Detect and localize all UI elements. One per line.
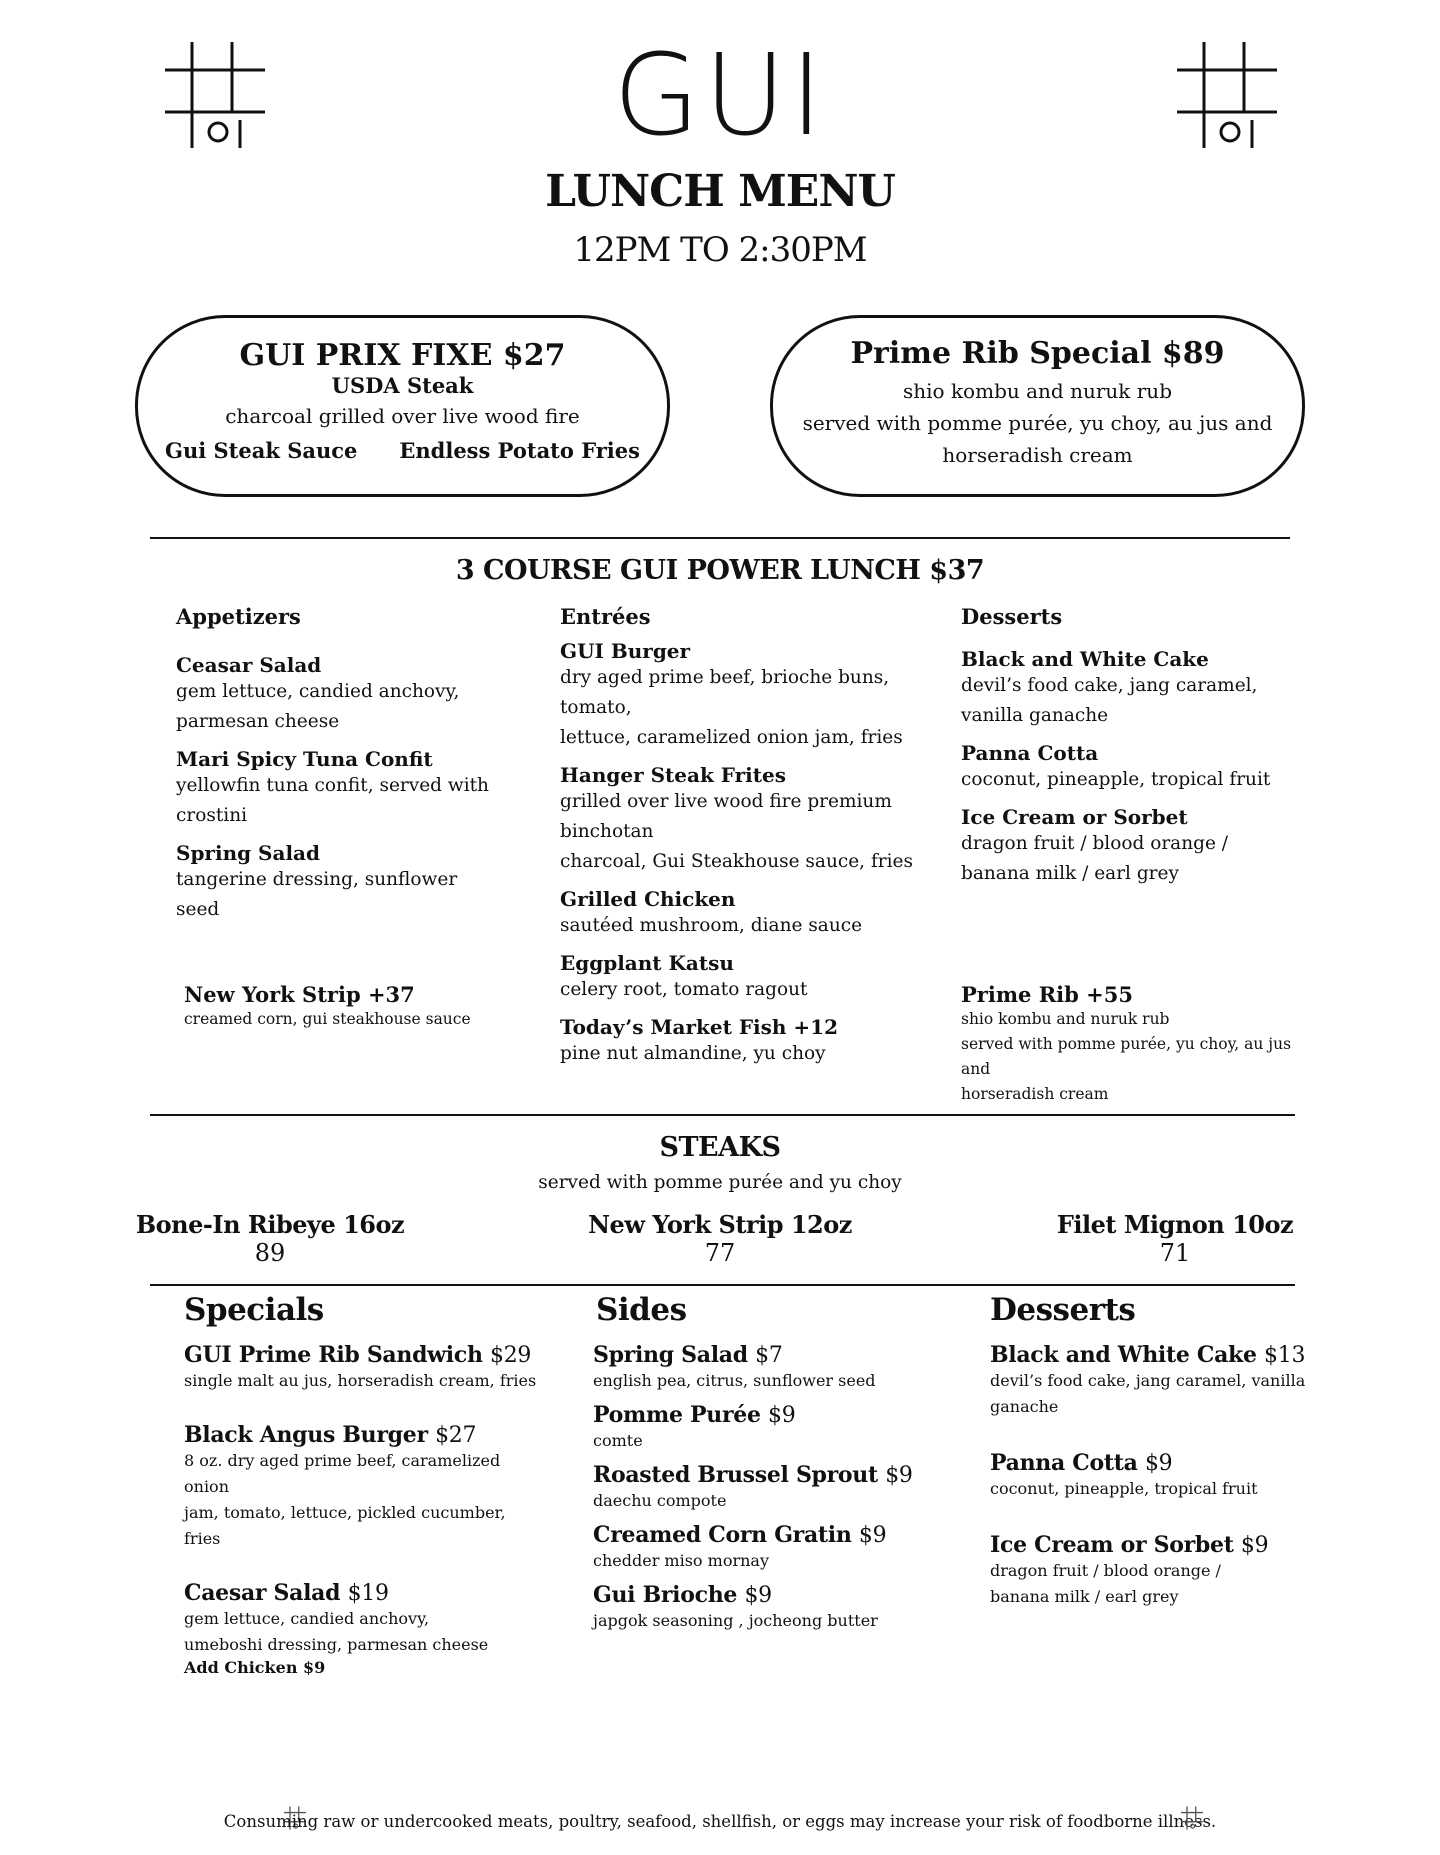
item-desc: celery root, tomato ragout [560, 979, 808, 1000]
desserts-heading: Desserts [990, 1292, 1136, 1328]
menu-item [593, 1402, 953, 1454]
item-desc: japgok seasoning , jocheong butter [593, 1611, 878, 1630]
menu-item [593, 1522, 953, 1574]
item-title [593, 1522, 953, 1548]
item-title [990, 1532, 1310, 1558]
item-price: $27 [435, 1423, 477, 1448]
item-desc: yellowfin tuna confit, served with [176, 775, 489, 796]
menu-item [184, 1422, 544, 1552]
steak-price: 77 [704, 1239, 736, 1267]
addon-note: Add Chicken $9 [184, 1658, 326, 1677]
item-desc: dry aged prime beef, brioche buns, tomato, [560, 667, 890, 718]
item-price: $9 [1240, 1533, 1269, 1558]
divider [150, 1284, 1295, 1286]
item-desc: tangerine dressing, sunflower seed [176, 869, 458, 920]
menu-item [184, 1580, 544, 1677]
specials-heading: Specials [184, 1292, 324, 1328]
menu-item [593, 1582, 953, 1634]
item-name: Roasted Brussel Sprout [593, 1462, 878, 1488]
item-desc: devil’s food cake, jang caramel, vanilla [990, 1371, 1306, 1390]
steak-name: Bone-In Ribeye 16oz [135, 1210, 405, 1239]
item-desc: gem lettuce, candied anchovy, [176, 681, 460, 702]
upgrade-desc: served with pomme purée, yu choy, au jus and [961, 1035, 1292, 1078]
menu-item [184, 1342, 544, 1394]
item-desc: charcoal, Gui Steakhouse sauce, fries [560, 851, 913, 872]
item-name: Mari Spicy Tuna Confit [176, 747, 433, 771]
prix-fixe-description: charcoal grilled over live wood fire [225, 404, 580, 428]
item-desc: pine nut almandine, yu choy [560, 1043, 826, 1064]
item-desc: banana milk / earl grey [990, 1587, 1179, 1606]
item-desc: lettuce, caramelized onion jam, fries [560, 727, 903, 748]
menu-item [990, 1532, 1310, 1610]
item-desc: grilled over live wood fire premium binchotan [560, 791, 892, 842]
item-name: Spring Salad [593, 1342, 748, 1368]
steaks-subtitle: served with pomme purée and yu choy [538, 1172, 902, 1193]
power-lunch-title: 3 COURSE GUI POWER LUNCH $37 [455, 555, 985, 586]
menu-item [593, 1342, 953, 1394]
item-desc: chedder miso mornay [593, 1551, 769, 1570]
steak-item [1035, 1210, 1315, 1267]
gui-hash-logo-icon [1180, 1806, 1204, 1830]
upgrade-name: Prime Rib +55 [961, 982, 1133, 1007]
item-name: Ice Cream or Sorbet [961, 805, 1188, 829]
sides-column [593, 1292, 953, 1634]
item-desc: gem lettuce, candied anchovy, [184, 1609, 430, 1628]
menu-item [176, 747, 506, 831]
entrees-heading: Entrées [560, 604, 651, 629]
steak-item [130, 1210, 410, 1267]
item-title [990, 1450, 1310, 1476]
item-title [593, 1402, 953, 1428]
upgrade-desc: shio kombu and nuruk rub [961, 1010, 1170, 1028]
menu-item [560, 639, 960, 753]
upgrade-desc: horseradish cream [961, 1085, 1109, 1103]
item-name: Black and White Cake [990, 1342, 1257, 1368]
specials-column [184, 1292, 544, 1677]
item-name: Pomme Purée [593, 1402, 761, 1428]
item-desc: crostini [176, 805, 248, 826]
brand-logo: GUI [613, 31, 827, 161]
upgrade-desc: creamed corn, gui steakhouse sauce [184, 1010, 471, 1028]
item-name: Eggplant Katsu [560, 951, 734, 975]
item-name: GUI Burger [560, 639, 691, 663]
item-desc: coconut, pineapple, tropical fruit [990, 1479, 1258, 1498]
sides-heading: Sides [596, 1292, 687, 1328]
item-name: Black Angus Burger [184, 1422, 428, 1448]
item-desc: 8 oz. dry aged prime beef, caramelized onion [184, 1451, 501, 1496]
item-name: Spring Salad [176, 841, 320, 865]
appetizer-upgrade [184, 982, 514, 1032]
prime-rib-special-line: horseradish cream [942, 443, 1133, 467]
desserts-column [990, 1292, 1310, 1610]
menu-item [961, 647, 1301, 731]
menu-item [560, 951, 960, 1005]
page-title: LUNCH MENU [545, 166, 895, 217]
prime-rib-special-title: Prime Rib Special $89 [850, 336, 1225, 371]
steak-name: New York Strip 12oz [588, 1210, 852, 1239]
menu-item [176, 653, 506, 737]
prime-rib-special-line: served with pomme purée, yu choy, au jus and [802, 411, 1273, 435]
item-desc: dragon fruit / blood orange / [990, 1561, 1221, 1580]
item-desc: devil’s food cake, jang caramel, [961, 675, 1258, 696]
prime-rib-special-box [770, 315, 1305, 497]
item-price: $9 [1144, 1451, 1173, 1476]
item-desc: daechu compote [593, 1491, 727, 1510]
entrees-column [560, 604, 960, 1069]
item-title [184, 1422, 544, 1448]
menu-item [560, 763, 960, 877]
item-desc: umeboshi dressing, parmesan cheese [184, 1635, 489, 1654]
item-desc: sautéed mushroom, diane sauce [560, 915, 863, 936]
menu-item [560, 887, 960, 941]
item-title [593, 1462, 953, 1488]
prix-fixe-extra: Endless Potato Fries [399, 438, 640, 463]
item-name: Gui Brioche [593, 1582, 738, 1608]
steaks-title: STEAKS [659, 1132, 781, 1163]
item-name: GUI Prime Rib Sandwich [184, 1342, 483, 1368]
item-title [593, 1342, 953, 1368]
item-title [990, 1342, 1310, 1368]
power-lunch-desserts-column [961, 604, 1301, 889]
menu-item [961, 805, 1301, 889]
item-name: Black and White Cake [961, 647, 1209, 671]
item-price: $9 [858, 1523, 887, 1548]
item-desc: vanilla ganache [961, 705, 1109, 726]
item-desc: single malt au jus, horseradish cream, fries [184, 1371, 537, 1390]
prix-fixe-subtitle: USDA Steak [331, 373, 474, 398]
item-name: Grilled Chicken [560, 887, 736, 911]
item-title [184, 1342, 544, 1368]
item-price: $9 [744, 1583, 772, 1608]
prime-rib-special-line: shio kombu and nuruk rub [903, 379, 1172, 403]
item-price: $29 [490, 1343, 532, 1368]
item-name: Ceasar Salad [176, 653, 322, 677]
item-name: Ice Cream or Sorbet [990, 1532, 1234, 1558]
divider [150, 537, 1290, 539]
divider [150, 1114, 1295, 1116]
menu-item [593, 1462, 953, 1514]
prix-fixe-box [135, 315, 670, 497]
item-name: Hanger Steak Frites [560, 763, 786, 787]
menu-item [176, 841, 506, 925]
menu-item [990, 1450, 1310, 1502]
appetizers-heading: Appetizers [176, 604, 301, 629]
item-name: Panna Cotta [961, 741, 1099, 765]
steak-price: 71 [1159, 1239, 1191, 1267]
item-price: $13 [1264, 1343, 1306, 1368]
item-desc: parmesan cheese [176, 711, 340, 732]
steak-price: 89 [254, 1239, 286, 1267]
menu-item [560, 1015, 960, 1069]
item-name: Caesar Salad [184, 1580, 341, 1606]
item-desc: ganache [990, 1397, 1059, 1416]
steak-item [580, 1210, 860, 1267]
item-price: $7 [755, 1343, 783, 1368]
food-safety-note: Consuming raw or undercooked meats, poultry, seafood, shellfish, or eggs may increase your risk of foodborne illness. [223, 1812, 1217, 1831]
item-desc: jam, tomato, lettuce, pickled cucumber, fries [184, 1503, 506, 1548]
item-price: $9 [768, 1403, 796, 1428]
service-hours: 12PM TO 2:30PM [573, 230, 867, 270]
upgrade-name: New York Strip +37 [184, 982, 415, 1007]
dessert-upgrade [961, 982, 1301, 1107]
prix-fixe-title: GUI PRIX FIXE $27 [239, 338, 566, 373]
item-desc: dragon fruit / blood orange / [961, 833, 1229, 854]
item-price: $19 [347, 1581, 389, 1606]
item-title [184, 1580, 544, 1606]
item-desc: comte [593, 1431, 643, 1450]
item-desc: coconut, pineapple, tropical fruit [961, 769, 1271, 790]
item-name: Creamed Corn Gratin [593, 1522, 852, 1548]
menu-item [961, 741, 1301, 795]
desserts-heading: Desserts [961, 604, 1063, 629]
appetizers-column [176, 604, 506, 925]
item-title [593, 1582, 953, 1608]
prix-fixe-extra: Gui Steak Sauce [165, 438, 358, 463]
steak-name: Filet Mignon 10oz [1056, 1210, 1294, 1239]
item-name: Panna Cotta [990, 1450, 1138, 1476]
item-desc: banana milk / earl grey [961, 863, 1179, 884]
item-name: Today’s Market Fish +12 [560, 1015, 838, 1039]
item-price: $9 [885, 1463, 913, 1488]
item-desc: english pea, citrus, sunflower seed [593, 1371, 876, 1390]
menu-item [990, 1342, 1310, 1420]
